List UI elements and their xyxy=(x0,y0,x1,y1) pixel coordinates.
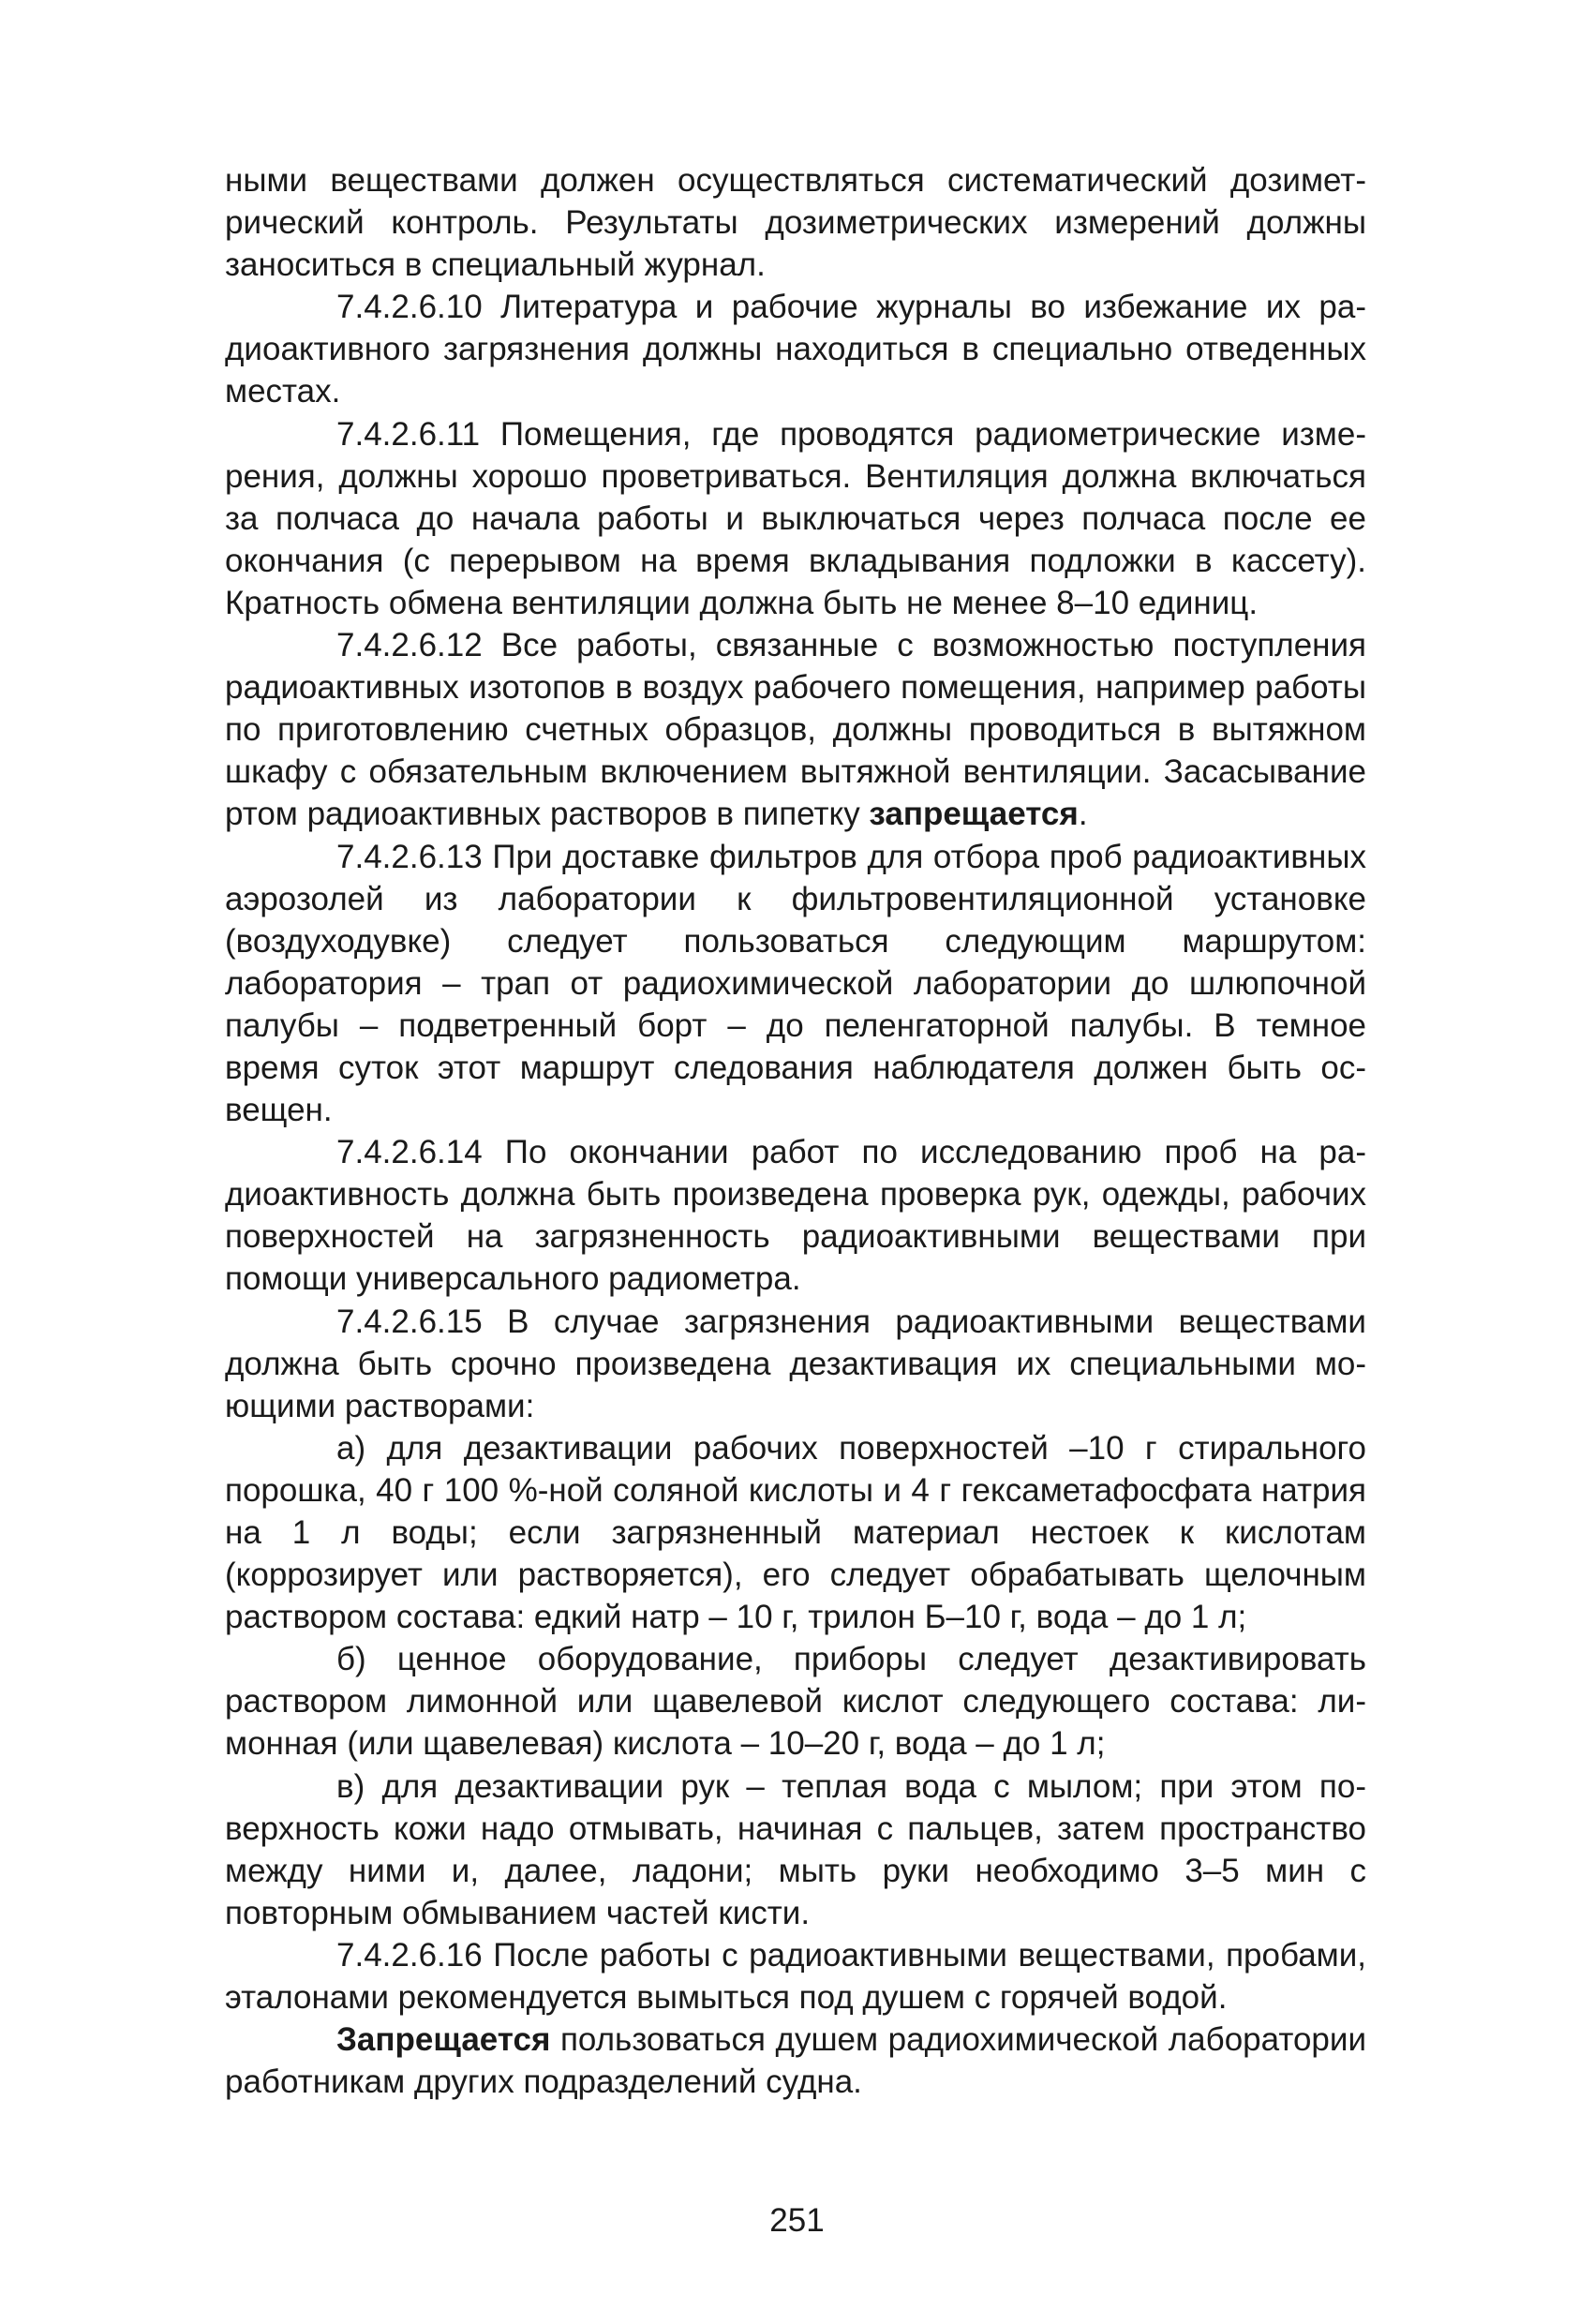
paragraph-7-4-2-6-12-end: . xyxy=(1078,796,1088,833)
list-item-a: а) для дезактивации рабочих поверхностей –10 г стирального порошка, 40 г 100 %-ной соляной кислоты и 4 г гексаметафосфата натрия на 1 л воды; если загрязненный материал нестоек к кислотам (коррозирует или растворяется), его следует обрабатывать щелочным раствором состава: едкий натр – 10 г, трилон Б–10 г, вода – до 1 л; xyxy=(225,1429,1366,1636)
body-text xyxy=(225,159,1366,2103)
paragraph-7-4-2-6-16: 7.4.2.6.16 После работы с радиоактивными веществами, пробами, эталонами рекомендуется вымыться под душем с горячей водой. xyxy=(225,1936,1366,2017)
paragraph-prohibition xyxy=(225,2019,1366,2103)
paragraph-7-4-2-6-13: 7.4.2.6.13 При доставке фильтров для отбора проб радиоактивных аэрозолей из лаборатории к фильтровентиляционной установке (воздуходувке) следует пользоваться следующим маршрутом: лаборатория – трап от радиохимической лаборатории до шлюпочной палубы – подветренный борт – до пеленгаторной палубы. В темное время суток этот маршрут следования наблюдателя должен быть освещен. xyxy=(225,838,1366,1129)
list-item-v: в) для дезактивации рук – теплая вода с мылом; при этом поверхность кожи надо отмывать, начиная с пальцев, затем пространство между ними и, далее, ладони; мыть руки необходимо 3–5 мин с повторным обмыванием частей кисти. xyxy=(225,1767,1366,1931)
paragraph-7-4-2-6-12-text: 7.4.2.6.12 Все работы, связанные с возможностью поступления радиоактивных изотопов в воздух рабочего помещения, например работы по приготовлению счетных образцов, должны проводиться в вытяжном шкафу с обязательным включением вытяжной вентиляции. Засасывание ртом радиоактивных растворов в пипетку xyxy=(225,627,1366,833)
paragraph-7-4-2-6-14: 7.4.2.6.14 По окончании работ по исследованию проб на радиоактивность должна быть произведена проверка рук, одежды, рабочих поверхностей на загрязненность радиоактивными веществами при помощи универсального радиометра. xyxy=(225,1134,1366,1298)
prohibition-heading: Запрещается xyxy=(336,2021,551,2059)
prohibition-text: пользоваться душем радиохимической лаборатории работникам других подразделений судна. xyxy=(225,2021,1366,2101)
paragraph-7-4-2-6-11: 7.4.2.6.11 Помещения, где проводятся радиометрические измерения, должны хорошо проветриваться. Вентиляция должна включаться за полчаса до начала работы и выключаться через полчаса после ее окончания (с перерывом на время вкладывания подложки в кассету). Кратность обмена вентиляции должна быть не менее 8–10 единиц. xyxy=(225,415,1366,621)
paragraph-continuation: ными веществами должен осуществляться систематический дозиметрический контроль. Результаты дозиметрических измерений должны заноситься в специальный журнал. xyxy=(225,162,1366,284)
paragraph-7-4-2-6-15: 7.4.2.6.15 В случае загрязнения радиоактивными веществами должна быть срочно произведена дезактивация их специальными моющими растворами: xyxy=(225,1303,1366,1424)
paragraph-7-4-2-6-10: 7.4.2.6.10 Литература и рабочие журналы во избежание их радиоактивного загрязнения должны находиться в специально отведенных местах. xyxy=(225,289,1366,410)
paragraph-7-4-2-6-12 xyxy=(225,624,1366,835)
prohibition-emphasis: запрещается xyxy=(869,796,1079,833)
list-item-b: б) ценное оборудование, приборы следует дезактивировать раствором лимонной или щавелевой кислот следующего состава: лимонная (или щавелевая) кислота – 10–20 г, вода – до 1 л; xyxy=(225,1641,1366,1763)
page-number: 251 xyxy=(769,2202,825,2239)
